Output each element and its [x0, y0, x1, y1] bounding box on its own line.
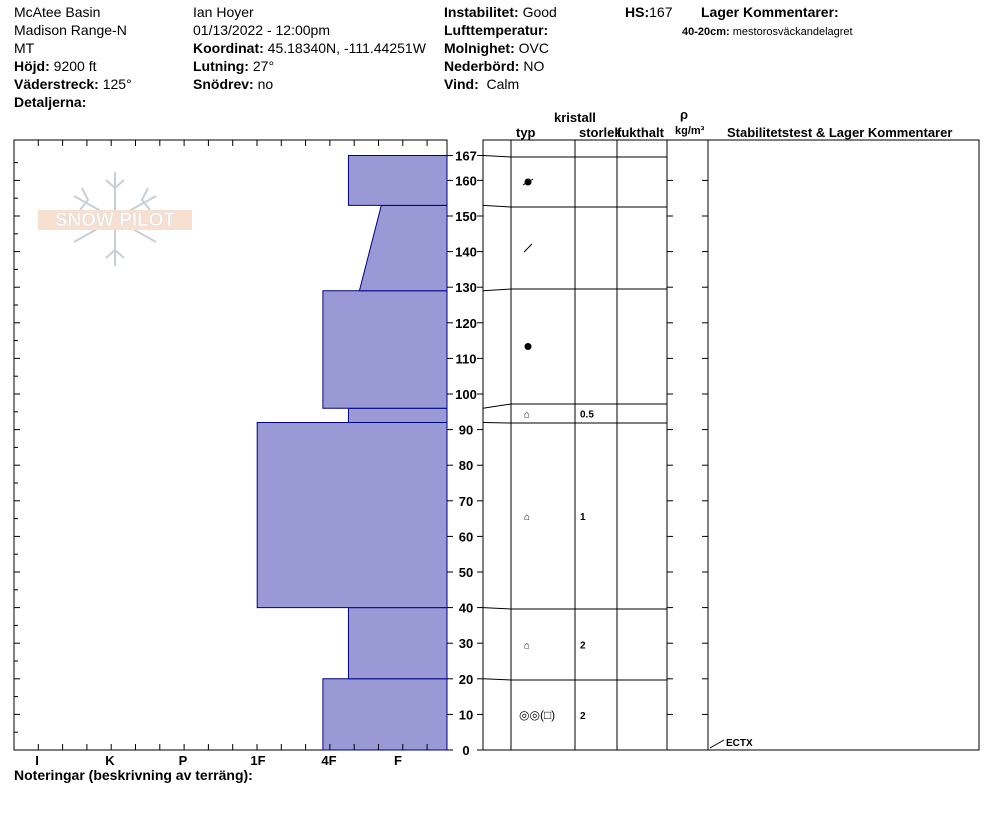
- crystal-round-icon: [525, 343, 532, 350]
- crystal-header: kristall: [554, 110, 596, 125]
- moisture-header: fukthalt: [617, 125, 664, 140]
- slope-value: 27°: [252, 58, 275, 74]
- elevation-label: Höjd:: [14, 58, 50, 74]
- depth-tick-label: 10: [458, 707, 474, 723]
- crystal-precip-icon: [523, 179, 533, 186]
- depth-tick-label: 90: [458, 422, 474, 438]
- hardness-bar: [348, 408, 447, 422]
- type-header: typ: [516, 125, 536, 140]
- test-pointer: [710, 740, 724, 748]
- stability-header: Stabilitetstest & Lager Kommentarer: [727, 125, 953, 140]
- hardness-tick-label: 4F: [321, 753, 337, 768]
- hardness-bars: [257, 155, 447, 750]
- crystal-facet-icon: ⌂: [524, 512, 531, 523]
- hardness-bar: [348, 608, 447, 679]
- crystal-facet-icon: ⌂: [524, 640, 531, 652]
- depth-tick-label: 80: [458, 458, 474, 474]
- depth-tick-label: 20: [458, 671, 474, 687]
- crystal-decomposed-icon: [524, 244, 532, 252]
- aspect-label: Väderstreck:: [14, 76, 99, 92]
- crystal-size-label: 2: [580, 711, 586, 722]
- hs-label: HS:: [625, 4, 650, 20]
- depth-tick-label: 150: [455, 209, 477, 224]
- depth-tick-label: 140: [455, 244, 477, 260]
- density-unit-header: kg/m³: [675, 125, 705, 137]
- layer-comment-depth: 40-20cm:: [682, 26, 730, 38]
- depth-axis: [447, 148, 483, 758]
- aspect-value: 125°: [102, 76, 132, 92]
- elevation-value: 9200 ft: [53, 58, 97, 74]
- wind-value: Calm: [486, 76, 520, 92]
- hardness-bar: [323, 679, 447, 750]
- drift-value: no: [257, 76, 274, 92]
- crystal-size-label: 1: [580, 512, 586, 523]
- hardness-tick-label: 1F: [250, 753, 266, 768]
- hardness-tick-label: I: [35, 753, 39, 768]
- density-ticks: [667, 180, 708, 750]
- hardness-bar: [348, 155, 447, 205]
- depth-tick-label: 167: [455, 148, 477, 164]
- details-label: Detaljerna:: [14, 94, 87, 110]
- crystal-size-label: 2: [580, 640, 586, 652]
- size-header: storlek: [579, 125, 622, 140]
- depth-tick-label: 70: [458, 493, 474, 509]
- datetime: 01/13/2022 - 12:00pm: [193, 22, 330, 38]
- observer: Ian Hoyer: [193, 4, 254, 20]
- depth-tick-label: 120: [455, 315, 477, 331]
- hardness-bar: [257, 422, 447, 607]
- depth-tick-label: 50: [458, 565, 474, 580]
- coord-label: Koordinat:: [193, 40, 264, 56]
- range: Madison Range-N: [14, 22, 127, 38]
- location: McAtee Basin: [14, 4, 101, 20]
- watermark-text: SNOW PILOT: [54, 210, 176, 231]
- drift-label: Snödrev:: [193, 76, 254, 92]
- hardness-tick-label: P: [178, 753, 188, 768]
- rho-header: ρ: [680, 107, 689, 122]
- snowpilot-watermark: [38, 172, 192, 266]
- hardness-tick-label: K: [105, 753, 115, 768]
- depth-tick-label: 60: [458, 529, 474, 545]
- layer-table-frame: [483, 140, 979, 750]
- sky-value: OVC: [518, 40, 549, 56]
- notes-label: Noteringar (beskrivning av terräng):: [14, 767, 253, 783]
- precip-label: Nederbörd:: [444, 58, 520, 74]
- hardness-bar: [323, 291, 447, 408]
- slope-label: Lutning:: [193, 58, 249, 74]
- depth-tick-label: 100: [455, 387, 477, 402]
- layer-comment-text: mestorosväckandelagret: [732, 26, 853, 38]
- hardness-tick-label: F: [394, 753, 402, 768]
- instability-label: Instabilitet:: [444, 4, 519, 20]
- precip-value: NO: [523, 58, 545, 74]
- depth-tick-label: 0: [462, 743, 470, 758]
- hs-value: 167: [649, 4, 673, 20]
- depth-tick-label: 40: [458, 600, 474, 616]
- crystal-size-label: 0.5: [580, 409, 594, 421]
- layer-comments-label: Lager Kommentarer:: [701, 4, 839, 20]
- depth-tick-label: 130: [455, 280, 477, 296]
- instability-value: Good: [522, 4, 557, 20]
- sky-label: Molnighet:: [444, 40, 515, 56]
- hardness-bar: [359, 205, 447, 290]
- coord-value: 45.18340N, -111.44251W: [267, 40, 426, 56]
- crystal-round-facet-icon: ◎◎(□): [519, 708, 556, 722]
- test-label: ECTX: [726, 738, 753, 749]
- state: MT: [14, 40, 35, 56]
- wind-label: Vind:: [444, 76, 479, 92]
- depth-tick-label: 30: [458, 636, 474, 652]
- airtemp-label: Lufttemperatur:: [444, 22, 549, 38]
- depth-tick-label: 110: [455, 351, 477, 367]
- crystal-facet-icon: ⌂: [524, 409, 531, 421]
- stability-tests: [710, 738, 753, 749]
- depth-tick-label: 160: [455, 173, 477, 189]
- layer-boundary: [483, 422, 667, 423]
